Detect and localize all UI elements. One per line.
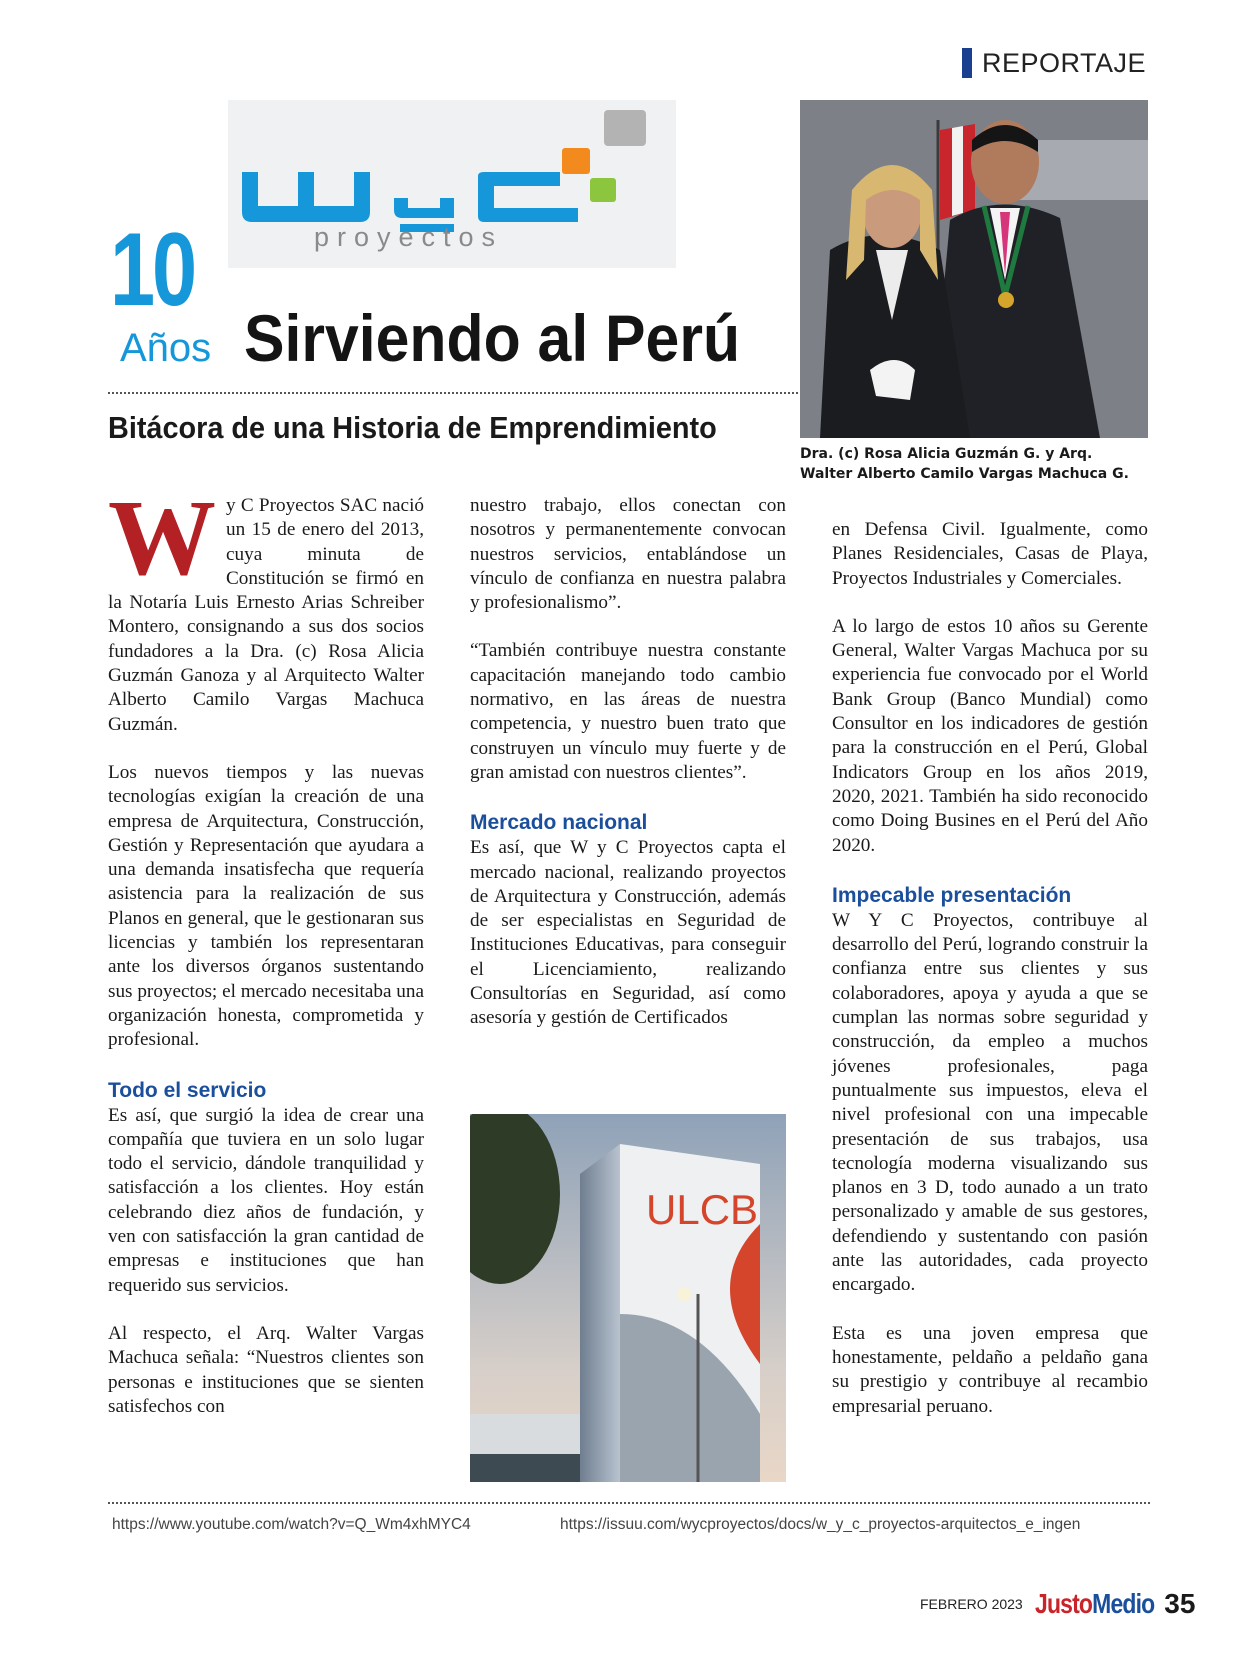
founders-photo [800, 100, 1148, 438]
logo-orange-square [562, 148, 590, 174]
article-paragraph: nuestro trabajo, ellos conectan con nosotros y permanentemente convocan nuestros servicios, entablándose un vínculo de confianza en nuestra palabra y profesionalismo”. [470, 495, 786, 614]
photo-caption-line-2: Walter Alberto Camilo Vargas Machuca G. [800, 466, 1129, 482]
article-subtitle: Bitácora de una Historia de Emprendimiento [108, 410, 717, 445]
brand-part-2: Medio [1091, 1588, 1155, 1619]
company-logo [228, 100, 676, 268]
divider-bottom [108, 1502, 1150, 1504]
photo-caption-line-1: Dra. (c) Rosa Alicia Guzmán G. y Arq. [800, 446, 1093, 462]
wyc-logo-graphic [228, 100, 676, 268]
article-paragraph: Los nuevos tiempos y las nuevas tecnologías exigían la creación de una empresa de Arquitectura, Construcción, Gestión y Representación que ayudara a una demanda insatisfecha que requería asistencia para la realización de sus Planos en general, que le gestionaran sus licencias y también los representaran ante los diversos órganos sustentando sus proyectos; el mercado necesitaba una organización honesta, comprometida y profesional. [108, 761, 424, 1051]
issuu-link[interactable]: https://issuu.com/wycproyectos/docs/w_y_c_proyectos-arquitectos_e_ingen [560, 1516, 1081, 1533]
youtube-link[interactable]: https://www.youtube.com/watch?v=Q_Wm4xhMYC4 [112, 1516, 471, 1533]
article-paragraph: Es así, que W y C Proyectos capta el mercado nacional, realizando proyectos de Arquitectura y Construcción, además de ser especialistas en Seguridad de Instituciones Educativas, para conseguir el Licenciamiento, realizando Consultorías en Seguridad, así como asesoría y gestión de Certificados [470, 837, 786, 1029]
anniversary-years-label: Años [120, 326, 212, 370]
section-tag-bar [962, 48, 972, 78]
section-heading-todo-el-servicio: Todo el servicio [108, 1078, 267, 1102]
article-column-2 [470, 494, 786, 1055]
article-paragraph: A lo largo de estos 10 años su Gerente General, Walter Vargas Machuca por su experiencia fue convocado por el World Bank Group (Banco Mundial) como Consultor en los indicadores de gestión para la construcción en el Perú, Global Indicators Group en los años 2019, 2020, 2021. También ha sido reconocido como Doing Busines en el Perú del Año 2020. [832, 615, 1148, 856]
logo-gray-square [604, 110, 646, 146]
article-paragraph: en Defensa Civil. Igualmente, como Planes Residenciales, Casas de Playa, Proyectos Industriales y Comerciales. [832, 519, 1148, 589]
article-paragraph: W Y C Proyectos, contribuye al desarrollo del Perú, logrando construir la confianza entre sus clientes y sus colaboradores, apoya y ayuda a que se cumplan las normas sobre seguridad y construcción, da empleo a muchos jóvenes profesionales, paga puntualmente sus impuestos, eleva el nivel profesional con una impecable presentación de sus trabajos, usa tecnología moderna visualizando sus planos en 3 D, todo aunado a un trato personalizado y amable de sus gestores, defendiendo y sustentando con pasión ante las autoridades, cada proyecto encargado. [832, 909, 1148, 1296]
article-paragraph: Es así, que surgió la idea de crear una compañía que tuviera en un solo lugar todo el servicio, dándole tranquilidad y satisfacción a los clientes. Hoy están celebrando diez años de fundación, y ven con satisfacción la gran cantidad de empresas e instituciones que han requerido sus servicios. [108, 1104, 424, 1296]
drop-cap: W [108, 479, 216, 598]
building-sign-text: ULCB [646, 1186, 759, 1233]
logo-green-square [590, 178, 616, 202]
brand-part-1: Justo [1034, 1588, 1092, 1619]
article-paragraph: “También contribuye nuestra constante capacitación manejando todo cambio normativo, en las áreas de nuestra competencia, y nuestro buen trato que construyen un vínculo muy fuerte y de gran amistad con nuestros clientes”. [470, 640, 786, 783]
page-title: Sirviendo al Perú [244, 301, 741, 375]
paragraph-text: y C Proyectos SAC nació un 15 de enero del 2013, cuya minuta de Constitución se firmó en la Notaría Luis Ernesto Arias Schreiber Montero, consignando a sus dos socios fundadores a la Dra. (c) Rosa Alicia Guzmán Ganoza y al Arquitecto Walter Alberto Camilo Vargas Machuca Guzmán. [108, 495, 424, 735]
logo-letter-c [478, 172, 578, 222]
section-tag-label: REPORTAJE [982, 47, 1147, 78]
magazine-brand-logo [1035, 1588, 1154, 1620]
founders-photo-illustration [800, 100, 1148, 438]
anniversary-number: 10 [110, 212, 194, 328]
page-number: 35 [1164, 1588, 1196, 1619]
logo-letter-w [242, 172, 370, 222]
section-tag [962, 46, 1146, 80]
article-paragraph: Al respecto, el Arq. Walter Vargas Machuca señala: “Nuestros clientes son personas e instituciones que se sienten satisfechos con [108, 1322, 424, 1417]
article-paragraph [108, 479, 424, 737]
section-heading-impecable-presentacion: Impecable presentación [832, 883, 1072, 907]
divider-top [108, 392, 798, 394]
issue-date: FEBRERO 2023 [920, 1596, 1023, 1612]
article-paragraph: Esta es una joven empresa que honestamente, peldaño a peldaño gana su prestigio y contribuye al recambio empresarial peruano. [832, 1322, 1148, 1417]
article-column-3 [832, 518, 1148, 1443]
photo-caption [800, 444, 1150, 484]
building-rendering-image [470, 1114, 786, 1482]
section-heading-mercado-nacional: Mercado nacional [470, 811, 648, 835]
article-column-1 [108, 479, 424, 1443]
page-footer [920, 1584, 1195, 1624]
logo-word: proyectos [314, 222, 504, 252]
building-illustration [470, 1114, 786, 1482]
